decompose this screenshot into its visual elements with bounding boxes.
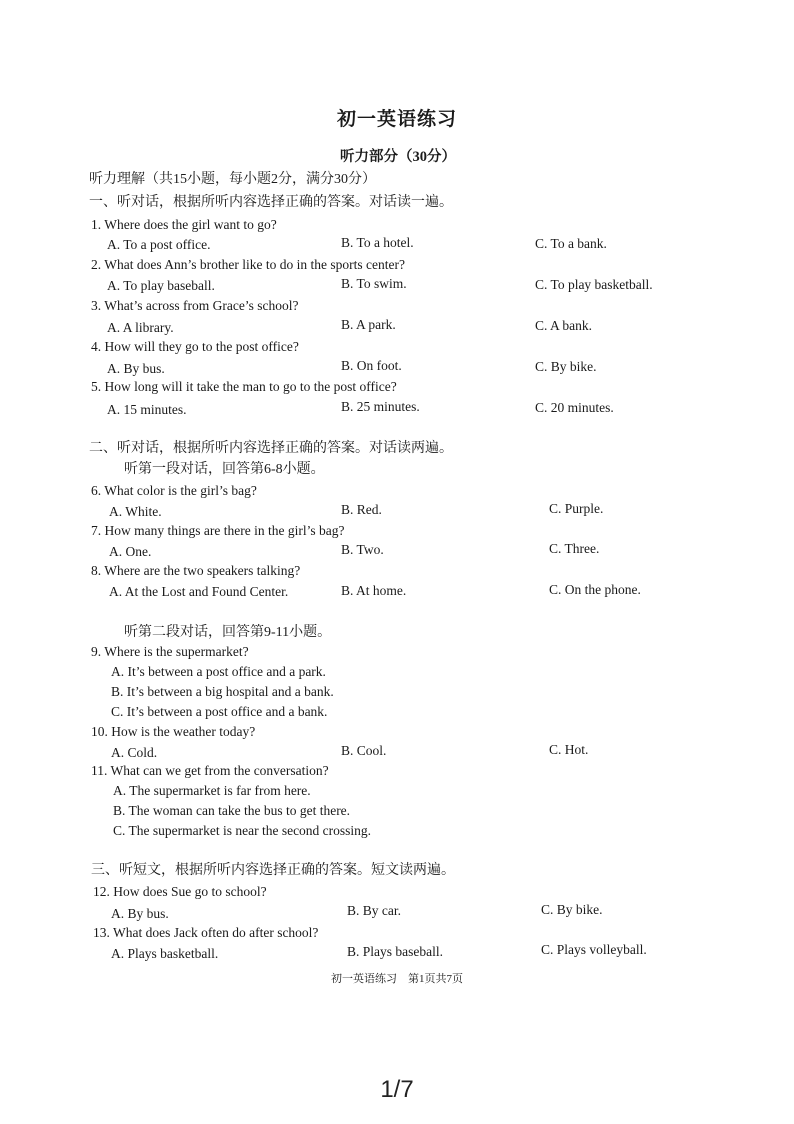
option-a: A. To a post office. [107,237,211,252]
option-b: B. Cool. [341,743,387,758]
question-text: 7. How many things are there in the girl’s bag? [91,523,345,538]
question-text: 4. How will they go to the post office? [91,339,299,354]
question-text: 1. Where does the girl want to go? [91,217,277,232]
option-c: C. It’s between a post office and a bank. [111,704,328,719]
option-b: B. To swim. [341,276,407,291]
option-b: B. Red. [341,502,382,517]
section2-part1-note: 听第一段对话，回答第6-8小题。 [124,462,325,477]
option-a: A. It’s between a post office and a park. [111,664,326,679]
option-c: C. Purple. [549,501,604,516]
question-text: 3. What’s across from Grace’s school? [91,298,299,313]
page-title: 初一英语练习 [336,109,457,130]
option-b: B. It’s between a big hospital and a bank. [111,684,334,699]
option-b: B. The woman can take the bus to get there. [113,803,351,818]
page-footer: 初一英语练习 第1页共7页 [331,973,463,985]
option-b: B. On foot. [341,358,402,373]
section-subtitle: 听力部分（30分） [340,149,456,165]
option-a: A. By bus. [111,906,169,921]
question-text: 11. What can we get from the conversation? [91,763,329,778]
listening-intro: 听力理解（共15小题，每小题2分，满分30分） [89,172,376,187]
option-c: C. Three. [549,541,600,556]
option-c: C. Hot. [549,742,589,757]
question-text: 5. How long will it take the man to go to the post office? [91,379,397,394]
option-c: C. On the phone. [549,582,641,597]
option-a: A. By bus. [107,361,165,376]
section1-heading: 一、听对话，根据所听内容选择正确的答案。对话读一遍。 [89,195,453,210]
page-indicator: 1/7 [380,1076,414,1103]
question-text: 8. Where are the two speakers talking? [91,563,301,578]
option-b: B. 25 minutes. [341,399,420,414]
question-text: 13. What does Jack often do after school? [93,925,319,940]
option-a: A. White. [109,504,162,519]
section2-part2-note: 听第二段对话，回答第9-11小题。 [124,625,332,640]
option-c: C. To a bank. [535,236,607,251]
question-text: 9. Where is the supermarket? [91,644,249,659]
option-c: C. By bike. [541,902,603,917]
option-a: A. At the Lost and Found Center. [109,584,289,599]
question-text: 10. How is the weather today? [91,724,256,739]
option-c: C. 20 minutes. [535,400,614,415]
option-c: C. Plays volleyball. [541,942,647,957]
option-b: B. Plays baseball. [347,944,443,959]
option-a: A. The supermarket is far from here. [113,783,311,798]
option-a: A. To play baseball. [107,278,215,293]
option-b: B. At home. [341,583,407,598]
option-a: A. Cold. [111,745,158,760]
option-b: B. A park. [341,317,396,332]
question-text: 6. What color is the girl’s bag? [91,483,257,498]
option-a: A. One. [109,544,152,559]
option-a: A. Plays basketball. [111,946,219,961]
option-c: C. By bike. [535,359,597,374]
question-text: 12. How does Sue go to school? [93,884,267,899]
option-b: B. Two. [341,542,384,557]
section3-heading: 三、听短文，根据所听内容选择正确的答案。短文读两遍。 [91,863,455,878]
option-b: B. By car. [347,903,401,918]
question-text: 2. What does Ann’s brother like to do in the sports center? [91,257,405,272]
option-a: A. A library. [107,320,174,335]
option-c: C. To play basketball. [535,277,653,292]
option-a: A. 15 minutes. [107,402,187,417]
option-c: C. A bank. [535,318,593,333]
option-b: B. To a hotel. [341,235,414,250]
option-c: C. The supermarket is near the second crossing. [113,823,372,838]
section2-heading: 二、听对话，根据所听内容选择正确的答案。对话读两遍。 [89,441,453,456]
